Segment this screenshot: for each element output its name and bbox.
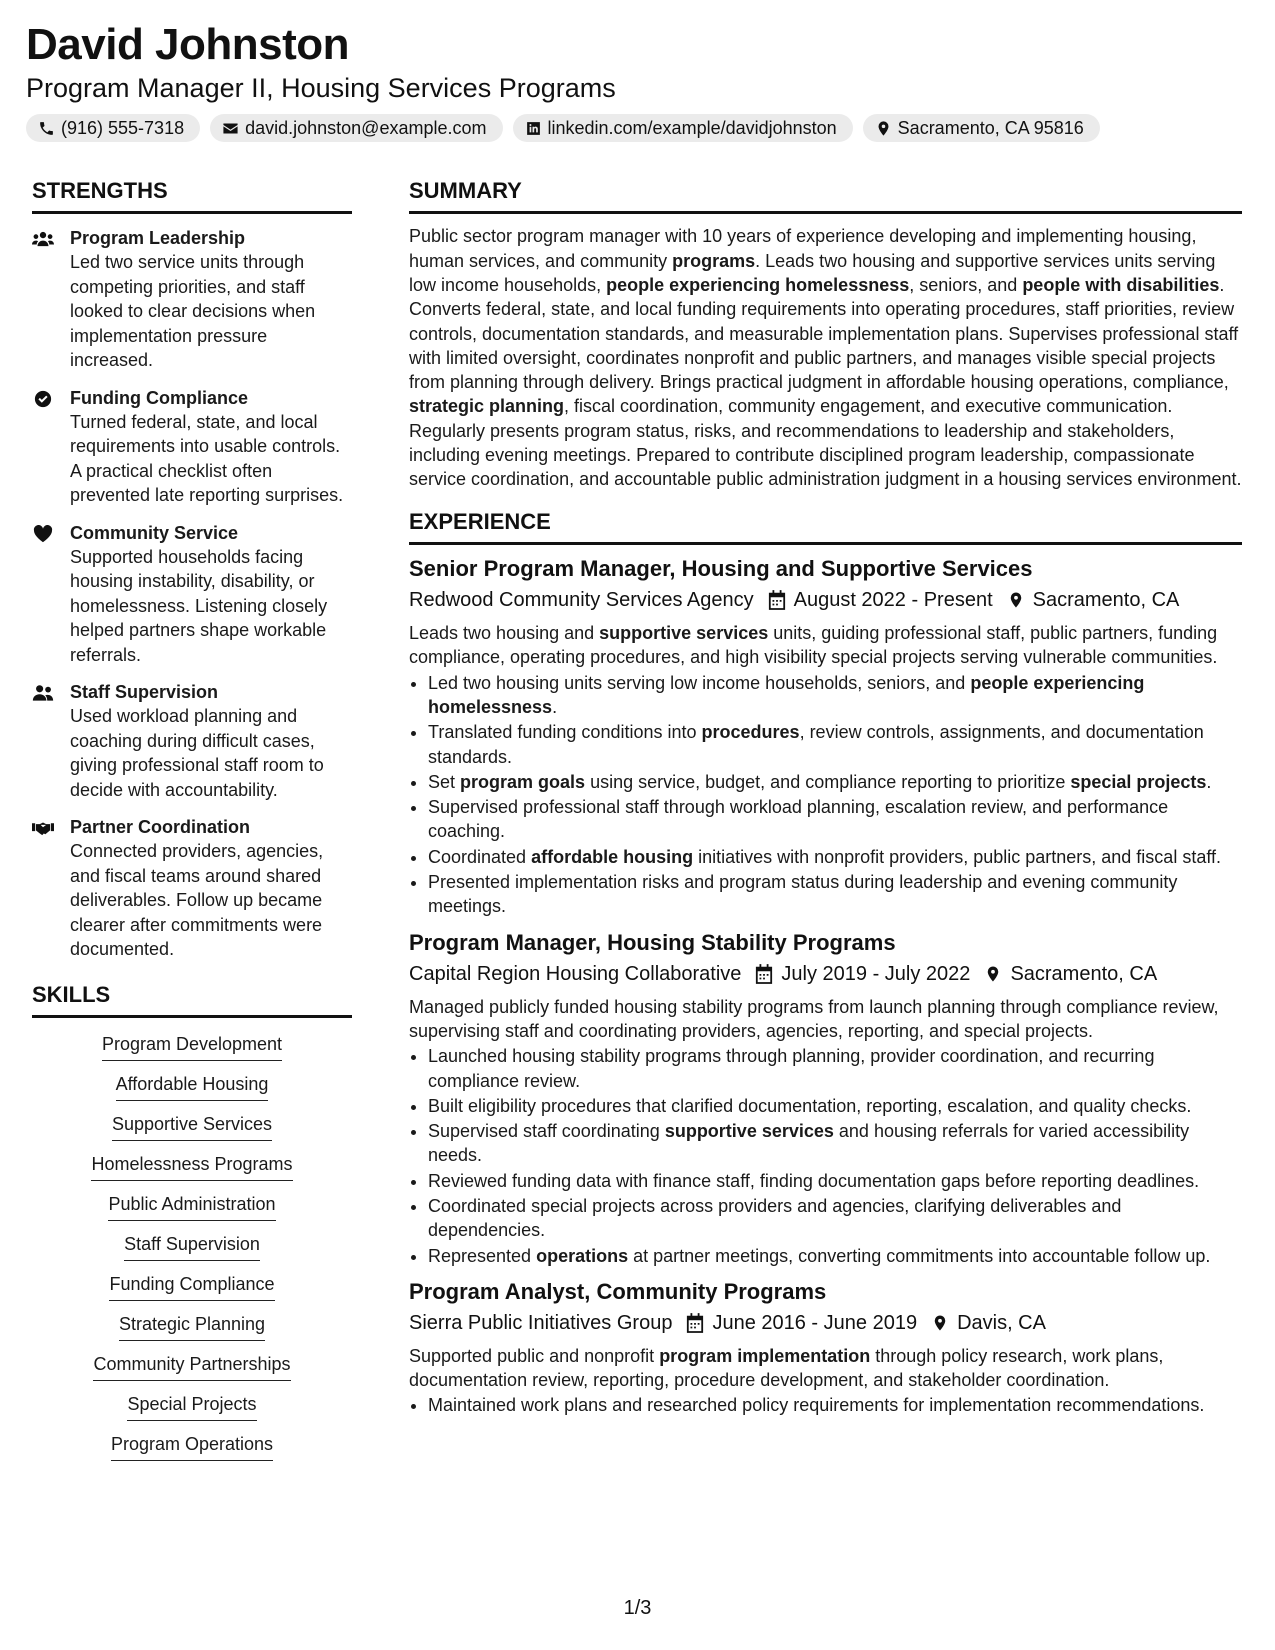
job-entry [409,554,1242,919]
job-meta [409,1308,1242,1338]
emphasis-text: people experiencing homelessness [606,274,910,295]
check-circle-icon [32,390,54,408]
skill-item [32,1312,352,1341]
job-bullets [409,1393,1242,1417]
job-bullet: • Represented operations at partner meetings, converting commitments into accountable follow up. [428,1244,1242,1268]
contact-bar [26,114,1100,142]
job-title: Program Manager, Housing Stability Programs [409,929,896,955]
skill-label: Funding Compliance [109,1272,274,1301]
job-description: Managed publicly funded housing stability programs from launch planning through compliance review, supervising staff and coordinating providers, agencies, reporting, and special projects. [409,996,1219,1041]
strength-description: Used workload planning and coaching during difficult cases, giving professional staff room to decide with accountability. [70,706,324,800]
job-organization: Capital Region Housing Collaborative [409,962,742,985]
strength-description: Supported households facing housing instability, disability, or homelessness. Listening closely helped partners shape workable referrals. [70,546,328,665]
strengths-heading: STRENGTHS [32,178,352,214]
group-icon [32,230,54,248]
job-location: Sacramento, CA [1010,962,1158,985]
skill-item [32,1432,352,1461]
emphasis-text: strategic planning [409,396,565,417]
emphasis-text: special projects [1070,771,1207,792]
emphasis-text: affordable housing [531,846,694,867]
phone-icon [38,120,55,137]
candidate-headline: Program Manager II, Housing Services Programs [26,73,616,103]
summary-heading: SUMMARY [409,178,1242,214]
location-pin-icon [984,964,1002,984]
emphasis-text: supportive services [664,1121,834,1142]
contact-location [863,114,1100,142]
strength-item [32,226,352,373]
emphasis-text: people experiencing homelessness [428,672,1145,717]
experience-heading: EXPERIENCE [409,509,1242,545]
job-dates: June 2016 - June 2019 [712,1311,918,1334]
strength-item [32,521,352,668]
heart-icon [32,525,54,543]
skill-item [32,1112,352,1141]
strength-description: Connected providers, agencies, and fiscal teams around shared deliverables. Follow up became clearer after commitments were documented. [70,841,324,960]
strength-title: Funding Compliance [70,387,248,408]
strength-description: Led two service units through competing priorities, and staff looked to clear decisions when implementation pressure increased. [70,252,316,371]
job-title: Senior Program Manager, Housing and Supportive Services [409,556,1033,582]
strength-description: Turned federal, state, and local requirements into usable controls. A practical checklist often prevented late reporting surprises. [70,411,344,506]
job-bullet: • Reviewed funding data with finance staff, finding documentation gaps before reporting deadlines. [428,1169,1242,1193]
contact-email[interactable] [210,114,502,142]
contact-linkedin[interactable] [513,114,853,142]
calendar-icon [755,964,773,984]
job-dates: July 2019 - July 2022 [781,962,971,985]
emphasis-text: supportive services [599,623,769,644]
strength-item [32,815,352,962]
job-bullet: • Translated funding conditions into procedures, review controls, assignments, and documentation standards. [428,720,1242,769]
location-pin-icon [931,1313,949,1333]
job-bullets [409,671,1242,919]
envelope-icon [222,120,239,137]
skill-item [32,1392,352,1421]
job-bullet: • Set program goals using service, budget, and compliance reporting to prioritize special projects. [428,770,1242,794]
skill-label: Community Partnerships [93,1352,290,1381]
job-description: Leads two housing and supportive services units, guiding professional staff, public partners, funding compliance, operating procedures, and high visibility special projects serving vulnerable communities. [409,623,1218,668]
strength-item [32,680,352,802]
page-number: 1/3 [623,1597,652,1619]
skill-label: Program Operations [111,1432,273,1461]
skill-item [32,1192,352,1221]
strength-title: Partner Coordination [70,817,251,838]
job-bullet: • Maintained work plans and researched policy requirements for implementation recommendations. [428,1393,1242,1417]
job-entry [409,928,1242,1268]
job-bullet: • Launched housing stability programs through planning, provider coordination, and recurring compliance review. [428,1044,1242,1093]
job-meta [409,585,1242,615]
user-pair-icon [32,684,54,702]
skill-label: Affordable Housing [116,1072,269,1101]
job-bullets [409,1044,1242,1268]
candidate-name: David Johnston [26,20,350,69]
skill-item [32,1072,352,1101]
emphasis-text: people with disabilities [1022,274,1220,295]
strength-item [32,386,352,508]
job-location: Sacramento, CA [1032,589,1180,612]
skill-label: Public Administration [108,1192,275,1221]
strengths-list [32,226,352,962]
job-bullet: • Supervised staff coordinating supportive services and housing referrals for varied accessibility needs. [428,1119,1242,1168]
skill-label: Special Projects [127,1392,256,1421]
strength-title: Community Service [70,522,239,543]
skill-item [32,1272,352,1301]
contact-email-text: david.johnston@example.com [245,117,487,138]
skill-label: Homelessness Programs [91,1152,292,1181]
emphasis-text: programs [672,250,756,271]
contact-linkedin-text: linkedin.com/example/davidjohnston [547,117,837,138]
skill-label: Staff Supervision [124,1232,260,1261]
job-bullet: • Coordinated affordable housing initiatives with nonprofit providers, public partners, and fiscal staff. [428,845,1242,869]
job-location: Davis, CA [957,1311,1046,1334]
skill-item [32,1032,352,1061]
job-bullet: • Presented implementation risks and program status during leadership and evening community meetings. [428,870,1242,919]
right-column [409,178,1242,1419]
job-bullet: • Led two housing units serving low income households, seniors, and people experiencing homelessness. [428,671,1242,720]
skills-heading: SKILLS [32,982,352,1018]
job-dates: August 2022 - Present [793,589,993,612]
skill-label: Supportive Services [112,1112,272,1141]
skill-label: Strategic Planning [119,1312,265,1341]
job-description: Supported public and nonprofit program implementation through policy research, work plans, documentation review, reporting, procedure development, and stakeholder coordination. [409,1345,1164,1391]
job-title: Program Analyst, Community Programs [409,1278,827,1304]
strength-title: Staff Supervision [70,682,219,703]
contact-location-text: Sacramento, CA 95816 [897,117,1084,138]
location-pin-icon [875,120,892,137]
skills-list [32,1032,352,1461]
job-entry [409,1277,1242,1418]
location-pin-icon [1007,590,1025,610]
job-bullet: • Coordinated special projects across providers and agencies, clarifying deliverables and dependencies. [428,1194,1242,1243]
job-organization: Sierra Public Initiatives Group [409,1311,673,1334]
linkedin-icon [525,120,542,137]
skill-item [32,1232,352,1261]
job-bullet: • Supervised professional staff through workload planning, escalation review, and performance coaching. [428,795,1242,844]
calendar-icon [768,590,786,610]
job-meta [409,959,1242,989]
emphasis-text: program goals [460,771,586,792]
contact-phone[interactable] [26,114,200,142]
job-bullet: • Built eligibility procedures that clarified documentation, reporting, escalation, and quality checks. [428,1094,1242,1118]
calendar-icon [686,1313,704,1333]
job-organization: Redwood Community Services Agency [409,589,754,612]
emphasis-text: procedures [701,722,800,743]
skill-item [32,1352,352,1381]
contact-phone-text: (916) 555-7318 [61,117,185,138]
summary-text: Public sector program manager with 10 years of experience developing and implementing housing, human services, and community programs. Leads two housing and supportive services units serving low income households, people experiencing homelessness, seniors, and people with disabilities. Converts federal, state, and local funding requirements into operating procedures, staff priorities, review controls, documentation standards, and measurable implementation plans. Supervises professional staff with limited oversight, coordinates nonprofit and public partners, and manages visible special projects from planning through delivery. Brings practical judgment in affordable housing operations, compliance, strategic planning, fiscal coordination, community engagement, and executive communication. Regularly presents program status, risks, and recommendations to leadership and stakeholders, including evening meetings. Prepared to contribute disciplined program leadership, compassionate service coordination, and accountable public administration judgment in a housing services environment. [409,226,1242,490]
handshake-icon [32,819,54,837]
strength-title: Program Leadership [70,228,246,249]
skill-label: Program Development [102,1032,282,1061]
emphasis-text: operations [536,1245,629,1266]
left-column [32,178,352,1472]
emphasis-text: program implementation [659,1345,871,1366]
skill-item [32,1152,352,1181]
